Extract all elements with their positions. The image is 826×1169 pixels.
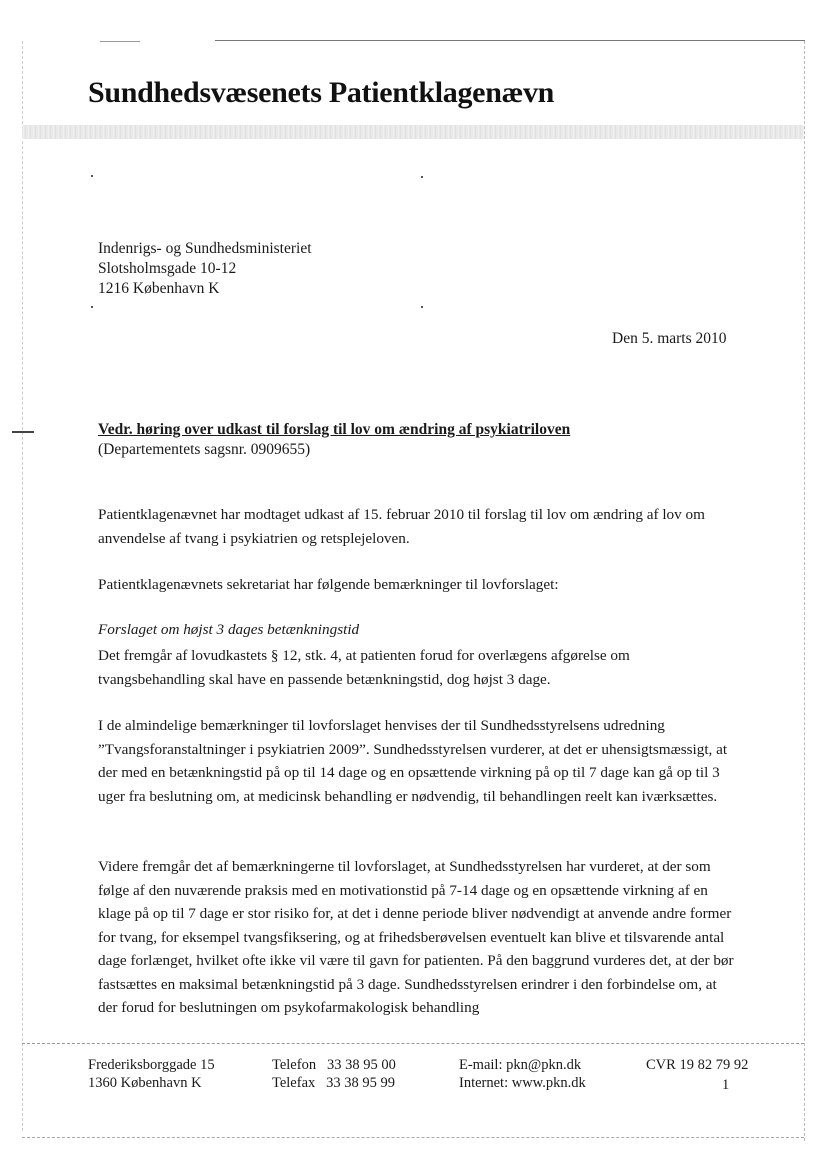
fax-label: Telefax — [272, 1075, 316, 1091]
letterhead-band — [22, 125, 804, 139]
organization-name: Sundhedsvæsenets Patientklagenævn — [88, 76, 555, 109]
margin-tick — [12, 431, 34, 433]
footer-street: Frederiksborggade 15 — [88, 1057, 215, 1073]
footer-email: E-mail: pkn@pkn.dk — [459, 1057, 582, 1073]
fax-number: 33 38 95 99 — [326, 1075, 396, 1091]
scan-speck — [421, 176, 423, 178]
section-heading: Forslaget om højst 3 dages betænkningstid — [98, 621, 360, 638]
phone-number: 33 38 95 00 — [326, 1057, 396, 1073]
recipient-line-3: 1216 København K — [98, 280, 220, 297]
bottom-rule — [22, 1137, 804, 1139]
footer-address — [88, 1056, 215, 1092]
recipient-line-2: Slotsholmsgade 10-12 — [98, 260, 237, 277]
recipient-line-1: Indenrigs- og Sundhedsministeriet — [98, 240, 312, 257]
body-paragraph-5: Videre fremgår det af bemærkningerne til lovforslaget, at Sundhedsstyrelsen har vurderet, at der som følge af den nuværende praksis med en motivationstid på 7-14 dage og en opsættende virkning af en klage på op til 7 dage er stor risiko for, at det i denne periode bliver nødvendigt at anvende andre former for tvang, for eksempel tvangsfiksering, og at frihedsberøvelsen eventuelt kan blive et tilsvarende antal dage forlænget, hvilket ofte ikke vil være til gavn for patienten. På den baggrund vurderes det, at der bør fastsættes en maksimal betænkningstid på 3 dage. Sundhedsstyrelsen erindrer i den forbindelse om, at der forud for beslutningen om psykofarmakologisk behandling — [98, 858, 734, 1016]
scan-speck — [91, 306, 93, 308]
subject-title: Vedr. høring over udkast til forslag til lov om ændring af psykiatriloven — [98, 421, 571, 438]
footer-phone-block — [272, 1056, 396, 1092]
footer-cvr: CVR 19 82 79 92 — [646, 1057, 749, 1073]
left-edge-line — [22, 41, 24, 1131]
body-paragraph-3: Det fremgår af lovudkastets § 12, stk. 4, at patienten forud for overlægens afgørelse om tvangsbehandling skal have en passende betænkningstid, dog højst 3 dage. — [98, 647, 630, 688]
footer-rule — [22, 1043, 804, 1045]
body-paragraph-2: Patientklagenævnets sekretariat har følgende bemærkninger til lovforslaget: — [98, 576, 559, 593]
phone-label: Telefon — [272, 1057, 317, 1073]
body-paragraph-4: I de almindelige bemærkninger til lovforslaget henvises der til Sundhedsstyrelsens udredning ”Tvangsforanstaltninger i psykiatrien 2009”. Sundhedsstyrelsen vurderer, at det er uhensigtsmæssigt, at der med en betænkningstid på op til 14 dage og en opsættende virkning på op til 7 dage kan gå op til 3 uger fra beslutning om, at medicinsk behandling er nødvendig, til behandlingen reelt kan iværksættes. — [98, 717, 728, 805]
top-rule-left — [100, 41, 140, 42]
footer-internet: Internet: www.pkn.dk — [459, 1075, 586, 1091]
footer-city: 1360 København K — [88, 1075, 202, 1091]
scan-speck — [91, 175, 93, 177]
recipient-address — [98, 239, 312, 299]
page-number: 1 — [722, 1077, 730, 1093]
right-edge-line — [804, 41, 806, 1141]
footer-contact — [459, 1056, 586, 1092]
scan-speck — [421, 306, 423, 308]
case-number: (Departementets sagsnr. 0909655) — [98, 441, 311, 458]
top-rule — [215, 40, 805, 41]
letter-date: Den 5. marts 2010 — [612, 330, 727, 347]
body-paragraph-1: Patientklagenævnet har modtaget udkast af 15. februar 2010 til forslag til lov om ændring af lov om anvendelse af tvang i psykiatrien og retsplejeloven. — [98, 506, 705, 547]
